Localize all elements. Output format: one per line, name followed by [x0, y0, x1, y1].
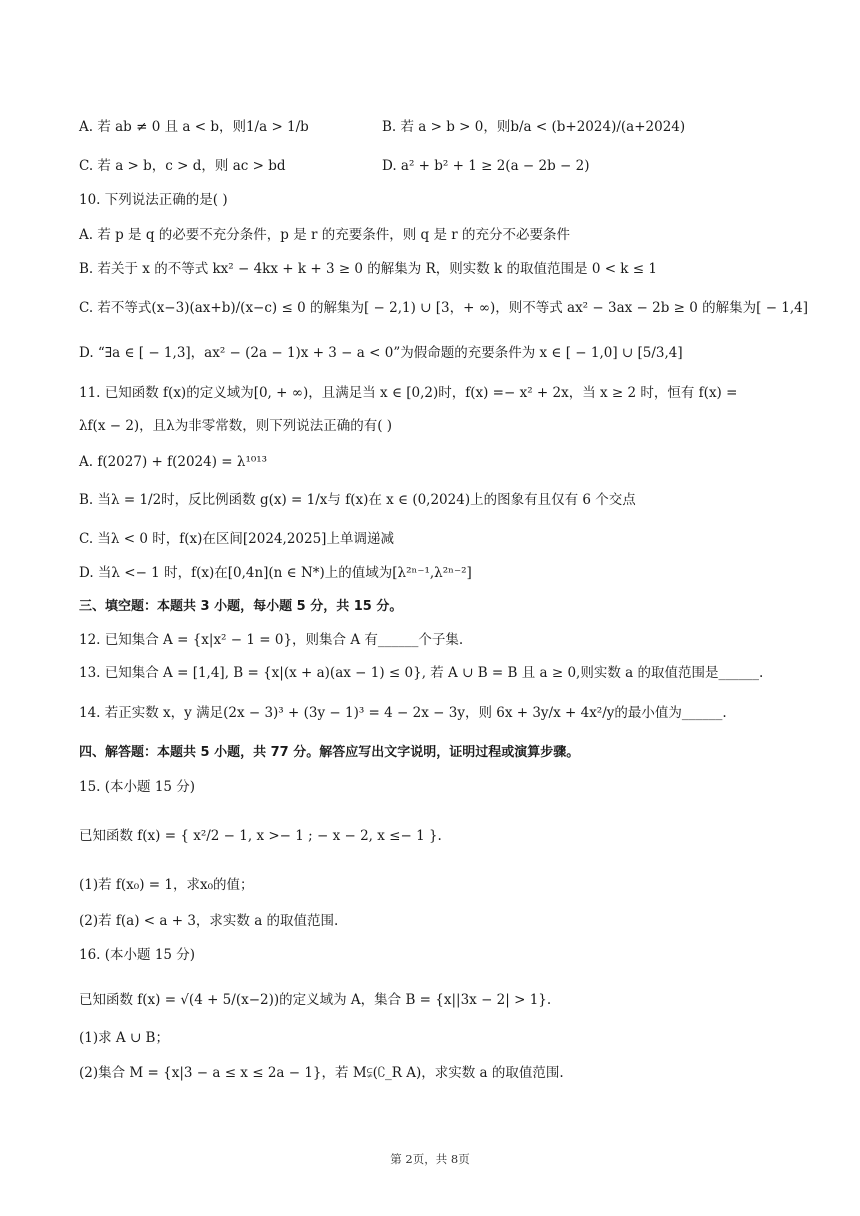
section-heading: 三、填空题：本题共 3 小题，每小题 5 分，共 15 分。 [79, 599, 403, 614]
text-line: (2)若 f(a) < a + 3，求实数 a 的取值范围. [79, 913, 339, 929]
text-line: 15. (本小题 15 分) [79, 779, 196, 795]
text-line: 13. 已知集合 A = [1,4], B = {x|(x + a)(ax − 1) ≤ 0}, 若 A ∪ B = B 且 a ≥ 0,则实数 a 的取值范围是______. [79, 665, 764, 681]
text-line: B. 当λ = 1/2时，反比例函数 g(x) = 1/x与 f(x)在 x ∈ (0,2024)上的图象有且仅有 6 个交点 [79, 492, 636, 508]
text-line: 已知函数 f(x) = √(4 + 5/(x−2))的定义域为 A，集合 B = {x||3x − 2| > 1}. [79, 992, 552, 1008]
text-line: C. 若 a > b，c > d，则 ac > bd [79, 158, 286, 174]
text-line: 12. 已知集合 A = {x|x² − 1 = 0}，则集合 A 有______个子集. [79, 632, 464, 648]
text-line: B. 若关于 x 的不等式 kx² − 4kx + k + 3 ≥ 0 的解集为 R，则实数 k 的取值范围是 0 < k ≤ 1 [79, 261, 657, 277]
option-text: B. 若 a > b > 0，则b/a < (b+2024)/(a+2024) [382, 119, 686, 135]
text-line: (1)求 A ∪ B； [79, 1030, 169, 1046]
text-line: D. 当λ <− 1 时，f(x)在[0,4n](n ∈ N*)上的值域为[λ²ⁿ⁻¹,λ²ⁿ⁻²] [79, 565, 472, 581]
text-line: 10. 下列说法正确的是( ) [79, 192, 228, 208]
option-text: D. a² + b² + 1 ≥ 2(a − 2b − 2) [382, 158, 590, 174]
text-line: (1)若 f(x₀) = 1，求x₀的值； [79, 877, 254, 893]
text-line: A. 若 p 是 q 的必要不充分条件，p 是 r 的充要条件，则 q 是 r 的充分不必要条件 [79, 227, 571, 243]
text-line: (2)集合 M = {x|3 − a ≤ x ≤ 2a − 1}，若 M⫋(∁_R A)，求实数 a 的取值范围. [79, 1065, 564, 1081]
text-line: D. “∃a ∈ [ − 1,3]，ax² − (2a − 1)x + 3 − a < 0”为假命题的充要条件为 x ∈ [ − 1,0] ∪ [5/3,4] [79, 345, 683, 361]
text-line: C. 当λ < 0 时，f(x)在区间[2024,2025]上单调递减 [79, 531, 394, 547]
text-line: λf(x − 2)，且λ为非零常数，则下列说法正确的有( ) [79, 418, 393, 434]
text-line: A. 若 ab ≠ 0 且 a < b，则1/a > 1/b [79, 119, 309, 135]
text-line: A. f(2027) + f(2024) = λ¹⁰¹³ [79, 454, 268, 470]
text-line: C. 若不等式(x−3)(ax+b)/(x−c) ≤ 0 的解集为[ − 2,1) ∪ [3，+ ∞)，则不等式 ax² − 3ax − 2b ≥ 0 的解集为[ − 1,4] [79, 300, 809, 316]
text-line: 11. 已知函数 f(x)的定义域为[0, + ∞)，且满足当 x ∈ [0,2)时，f(x) =− x² + 2x，当 x ≥ 2 时，恒有 f(x) = [79, 385, 738, 401]
text-line: 已知函数 f(x) = { x²/2 − 1, x >− 1 ; − x − 2, x ≤− 1 }. [79, 828, 442, 844]
text-line: 16. (本小题 15 分) [79, 947, 196, 963]
section-heading: 四、解答题：本题共 5 小题，共 77 分。解答应写出文字说明，证明过程或演算步骤。 [79, 745, 580, 760]
text-line: 14. 若正实数 x，y 满足(2x − 3)³ + (3y − 1)³ = 4 − 2x − 3y，则 6x + 3y/x + 4x²/y的最小值为______. [79, 705, 727, 721]
page-footer: 第 2页，共 8页 [390, 1152, 470, 1166]
